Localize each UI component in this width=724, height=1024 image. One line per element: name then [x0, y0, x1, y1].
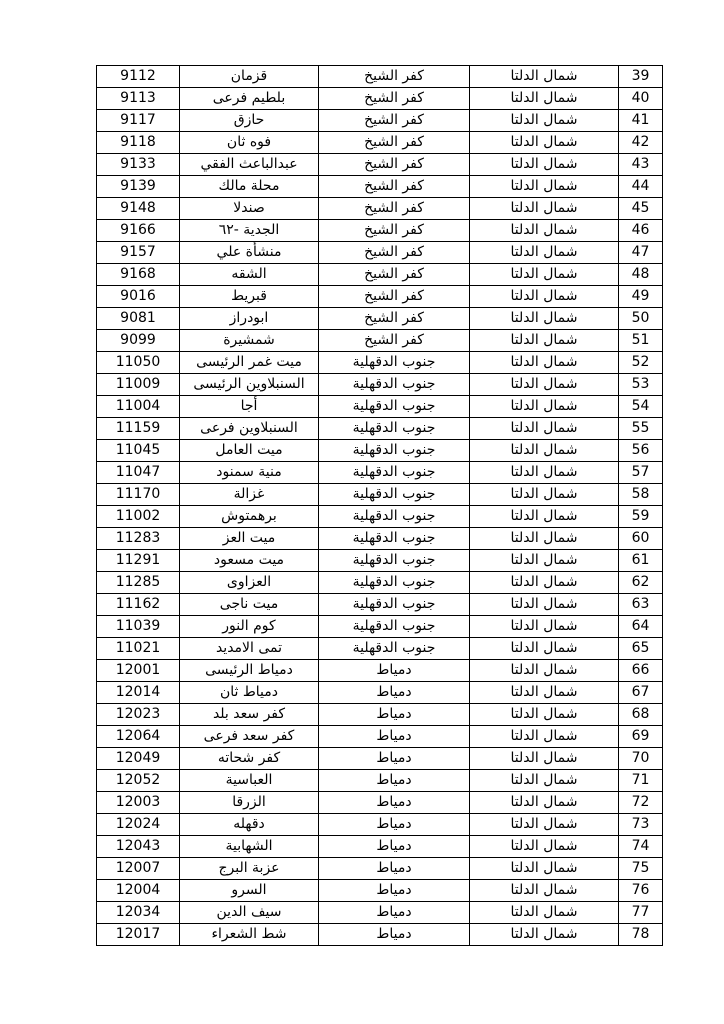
region-cell: شمال الدلتا — [470, 814, 619, 836]
governorate-cell: جنوب الدقهلية — [319, 462, 470, 484]
row-number-cell: 63 — [619, 594, 663, 616]
office-name-cell: كوم النور — [180, 616, 319, 638]
table-row — [97, 814, 663, 836]
code-cell: 9148 — [97, 198, 180, 220]
row-number-cell: 51 — [619, 330, 663, 352]
code-cell: 11002 — [97, 506, 180, 528]
row-number-cell: 57 — [619, 462, 663, 484]
table-row — [97, 198, 663, 220]
governorate-cell: جنوب الدقهلية — [319, 418, 470, 440]
region-cell: شمال الدلتا — [470, 770, 619, 792]
row-number-cell: 69 — [619, 726, 663, 748]
row-number-cell: 68 — [619, 704, 663, 726]
office-name-cell: تمى الامديد — [180, 638, 319, 660]
region-cell: شمال الدلتا — [470, 682, 619, 704]
table-row — [97, 330, 663, 352]
governorate-cell: دمياط — [319, 792, 470, 814]
code-cell: 9166 — [97, 220, 180, 242]
region-cell: شمال الدلتا — [470, 748, 619, 770]
region-cell: شمال الدلتا — [470, 198, 619, 220]
governorate-cell: دمياط — [319, 704, 470, 726]
row-number-cell: 67 — [619, 682, 663, 704]
table-row — [97, 110, 663, 132]
row-number-cell: 55 — [619, 418, 663, 440]
governorate-cell: دمياط — [319, 682, 470, 704]
governorate-cell: كفر الشيخ — [319, 242, 470, 264]
table-row — [97, 462, 663, 484]
table-row — [97, 264, 663, 286]
office-name-cell: محلة مالك — [180, 176, 319, 198]
office-name-cell: كفر شحاته — [180, 748, 319, 770]
region-cell: شمال الدلتا — [470, 330, 619, 352]
office-name-cell: دقهله — [180, 814, 319, 836]
office-name-cell: السنبلاوين الرئيسى — [180, 374, 319, 396]
governorate-cell: كفر الشيخ — [319, 220, 470, 242]
governorate-cell: كفر الشيخ — [319, 198, 470, 220]
code-cell: 12001 — [97, 660, 180, 682]
governorate-cell: دمياط — [319, 726, 470, 748]
table-row — [97, 660, 663, 682]
code-cell: 11039 — [97, 616, 180, 638]
table-row — [97, 418, 663, 440]
office-name-cell: شمشيرة — [180, 330, 319, 352]
row-number-cell: 56 — [619, 440, 663, 462]
table-row — [97, 726, 663, 748]
table-row — [97, 572, 663, 594]
code-cell: 12049 — [97, 748, 180, 770]
table-row — [97, 638, 663, 660]
office-name-cell: عبدالباعث الفقي — [180, 154, 319, 176]
table-row — [97, 352, 663, 374]
region-cell: شمال الدلتا — [470, 726, 619, 748]
code-cell: 11047 — [97, 462, 180, 484]
region-cell: شمال الدلتا — [470, 528, 619, 550]
table-row — [97, 616, 663, 638]
row-number-cell: 77 — [619, 902, 663, 924]
code-cell: 12023 — [97, 704, 180, 726]
table-row — [97, 506, 663, 528]
table-row — [97, 88, 663, 110]
governorate-cell: كفر الشيخ — [319, 132, 470, 154]
row-number-cell: 53 — [619, 374, 663, 396]
region-cell: شمال الدلتا — [470, 550, 619, 572]
code-cell: 11009 — [97, 374, 180, 396]
governorate-cell: كفر الشيخ — [319, 110, 470, 132]
row-number-cell: 64 — [619, 616, 663, 638]
code-cell: 12007 — [97, 858, 180, 880]
row-number-cell: 43 — [619, 154, 663, 176]
office-name-cell: أجا — [180, 396, 319, 418]
code-cell: 11045 — [97, 440, 180, 462]
office-name-cell: منشأة علي — [180, 242, 319, 264]
office-name-cell: الزرقا — [180, 792, 319, 814]
table-row — [97, 484, 663, 506]
region-cell: شمال الدلتا — [470, 220, 619, 242]
office-name-cell: صندلا — [180, 198, 319, 220]
region-cell: شمال الدلتا — [470, 396, 619, 418]
office-name-cell: ميت العامل — [180, 440, 319, 462]
table-row — [97, 396, 663, 418]
region-cell: شمال الدلتا — [470, 484, 619, 506]
office-name-cell: العباسية — [180, 770, 319, 792]
row-number-cell: 54 — [619, 396, 663, 418]
region-cell: شمال الدلتا — [470, 462, 619, 484]
table-row — [97, 792, 663, 814]
office-name-cell: الجدية -٦٢ — [180, 220, 319, 242]
office-name-cell: فوه ثان — [180, 132, 319, 154]
row-number-cell: 45 — [619, 198, 663, 220]
code-cell: 11004 — [97, 396, 180, 418]
region-cell: شمال الدلتا — [470, 572, 619, 594]
governorate-cell: دمياط — [319, 770, 470, 792]
row-number-cell: 50 — [619, 308, 663, 330]
office-name-cell: عزبة البرج — [180, 858, 319, 880]
table-row — [97, 242, 663, 264]
table-row — [97, 770, 663, 792]
code-cell: 11283 — [97, 528, 180, 550]
office-name-cell: دمياط الرئيسى — [180, 660, 319, 682]
row-number-cell: 46 — [619, 220, 663, 242]
table-row — [97, 704, 663, 726]
region-cell: شمال الدلتا — [470, 176, 619, 198]
table-row — [97, 682, 663, 704]
code-cell: 9117 — [97, 110, 180, 132]
code-cell: 12043 — [97, 836, 180, 858]
table-row — [97, 880, 663, 902]
governorate-cell: دمياط — [319, 836, 470, 858]
table-row — [97, 374, 663, 396]
code-cell: 9118 — [97, 132, 180, 154]
governorate-cell: دمياط — [319, 880, 470, 902]
table-row — [97, 594, 663, 616]
office-name-cell: كفر سعد فرعى — [180, 726, 319, 748]
governorate-cell: دمياط — [319, 748, 470, 770]
row-number-cell: 61 — [619, 550, 663, 572]
governorate-cell: كفر الشيخ — [319, 66, 470, 88]
code-cell: 9168 — [97, 264, 180, 286]
code-cell: 12017 — [97, 924, 180, 946]
governorate-cell: كفر الشيخ — [319, 264, 470, 286]
row-number-cell: 40 — [619, 88, 663, 110]
table-row — [97, 836, 663, 858]
code-cell: 9139 — [97, 176, 180, 198]
code-cell: 9157 — [97, 242, 180, 264]
governorate-cell: جنوب الدقهلية — [319, 528, 470, 550]
table-row — [97, 902, 663, 924]
governorate-cell: دمياط — [319, 858, 470, 880]
code-cell: 11170 — [97, 484, 180, 506]
table-row — [97, 858, 663, 880]
row-number-cell: 65 — [619, 638, 663, 660]
code-cell: 9133 — [97, 154, 180, 176]
offices-table — [96, 65, 663, 946]
table-row — [97, 440, 663, 462]
row-number-cell: 44 — [619, 176, 663, 198]
row-number-cell: 72 — [619, 792, 663, 814]
governorate-cell: كفر الشيخ — [319, 330, 470, 352]
governorate-cell: دمياط — [319, 660, 470, 682]
governorate-cell: دمياط — [319, 814, 470, 836]
region-cell: شمال الدلتا — [470, 880, 619, 902]
row-number-cell: 70 — [619, 748, 663, 770]
row-number-cell: 39 — [619, 66, 663, 88]
region-cell: شمال الدلتا — [470, 374, 619, 396]
table-row — [97, 286, 663, 308]
office-name-cell: ابودراز — [180, 308, 319, 330]
office-name-cell: شط الشعراء — [180, 924, 319, 946]
code-cell: 9016 — [97, 286, 180, 308]
row-number-cell: 78 — [619, 924, 663, 946]
row-number-cell: 62 — [619, 572, 663, 594]
governorate-cell: كفر الشيخ — [319, 176, 470, 198]
office-name-cell: غزالة — [180, 484, 319, 506]
code-cell: 9099 — [97, 330, 180, 352]
region-cell: شمال الدلتا — [470, 308, 619, 330]
governorate-cell: جنوب الدقهلية — [319, 396, 470, 418]
region-cell: شمال الدلتا — [470, 792, 619, 814]
region-cell: شمال الدلتا — [470, 924, 619, 946]
region-cell: شمال الدلتا — [470, 836, 619, 858]
code-cell: 12024 — [97, 814, 180, 836]
row-number-cell: 49 — [619, 286, 663, 308]
governorate-cell: جنوب الدقهلية — [319, 616, 470, 638]
table-row — [97, 66, 663, 88]
region-cell: شمال الدلتا — [470, 660, 619, 682]
code-cell: 11285 — [97, 572, 180, 594]
office-name-cell: ميت مسعود — [180, 550, 319, 572]
region-cell: شمال الدلتا — [470, 902, 619, 924]
code-cell: 12004 — [97, 880, 180, 902]
region-cell: شمال الدلتا — [470, 440, 619, 462]
row-number-cell: 73 — [619, 814, 663, 836]
table-row — [97, 132, 663, 154]
governorate-cell: جنوب الدقهلية — [319, 572, 470, 594]
code-cell: 12064 — [97, 726, 180, 748]
region-cell: شمال الدلتا — [470, 110, 619, 132]
region-cell: شمال الدلتا — [470, 616, 619, 638]
row-number-cell: 47 — [619, 242, 663, 264]
office-name-cell: سيف الدين — [180, 902, 319, 924]
region-cell: شمال الدلتا — [470, 858, 619, 880]
region-cell: شمال الدلتا — [470, 154, 619, 176]
office-name-cell: منية سمنود — [180, 462, 319, 484]
governorate-cell: دمياط — [319, 924, 470, 946]
governorate-cell: جنوب الدقهلية — [319, 594, 470, 616]
office-name-cell: السنبلاوين فرعى — [180, 418, 319, 440]
code-cell: 11162 — [97, 594, 180, 616]
code-cell: 11050 — [97, 352, 180, 374]
row-number-cell: 74 — [619, 836, 663, 858]
region-cell: شمال الدلتا — [470, 704, 619, 726]
office-name-cell: دمياط ثان — [180, 682, 319, 704]
row-number-cell: 42 — [619, 132, 663, 154]
table-row — [97, 308, 663, 330]
governorate-cell: كفر الشيخ — [319, 286, 470, 308]
region-cell: شمال الدلتا — [470, 594, 619, 616]
row-number-cell: 60 — [619, 528, 663, 550]
governorate-cell: جنوب الدقهلية — [319, 638, 470, 660]
table-row — [97, 550, 663, 572]
governorate-cell: جنوب الدقهلية — [319, 484, 470, 506]
office-name-cell: بلطيم فرعى — [180, 88, 319, 110]
code-cell: 12014 — [97, 682, 180, 704]
office-name-cell: ميت غمر الرئيسى — [180, 352, 319, 374]
table-row — [97, 220, 663, 242]
office-name-cell: ميت ناجى — [180, 594, 319, 616]
governorate-cell: جنوب الدقهلية — [319, 352, 470, 374]
row-number-cell: 66 — [619, 660, 663, 682]
code-cell: 12003 — [97, 792, 180, 814]
row-number-cell: 76 — [619, 880, 663, 902]
row-number-cell: 59 — [619, 506, 663, 528]
code-cell: 11291 — [97, 550, 180, 572]
region-cell: شمال الدلتا — [470, 242, 619, 264]
governorate-cell: جنوب الدقهلية — [319, 440, 470, 462]
table-row — [97, 748, 663, 770]
governorate-cell: كفر الشيخ — [319, 154, 470, 176]
table-row — [97, 154, 663, 176]
governorate-cell: كفر الشيخ — [319, 88, 470, 110]
offices-table-body — [97, 66, 663, 946]
table-row — [97, 924, 663, 946]
governorate-cell: دمياط — [319, 902, 470, 924]
office-name-cell: العزاوى — [180, 572, 319, 594]
office-name-cell: برهمتوش — [180, 506, 319, 528]
row-number-cell: 71 — [619, 770, 663, 792]
office-name-cell: قزمان — [180, 66, 319, 88]
region-cell: شمال الدلتا — [470, 638, 619, 660]
region-cell: شمال الدلتا — [470, 264, 619, 286]
code-cell: 12052 — [97, 770, 180, 792]
office-name-cell: الشهابية — [180, 836, 319, 858]
office-name-cell: السرو — [180, 880, 319, 902]
row-number-cell: 52 — [619, 352, 663, 374]
table-row — [97, 528, 663, 550]
office-name-cell: ميت العز — [180, 528, 319, 550]
region-cell: شمال الدلتا — [470, 352, 619, 374]
code-cell: 9112 — [97, 66, 180, 88]
governorate-cell: جنوب الدقهلية — [319, 374, 470, 396]
governorate-cell: كفر الشيخ — [319, 308, 470, 330]
row-number-cell: 48 — [619, 264, 663, 286]
region-cell: شمال الدلتا — [470, 506, 619, 528]
governorate-cell: جنوب الدقهلية — [319, 550, 470, 572]
row-number-cell: 75 — [619, 858, 663, 880]
region-cell: شمال الدلتا — [470, 418, 619, 440]
region-cell: شمال الدلتا — [470, 286, 619, 308]
code-cell: 11021 — [97, 638, 180, 660]
governorate-cell: جنوب الدقهلية — [319, 506, 470, 528]
table-row — [97, 176, 663, 198]
code-cell: 11159 — [97, 418, 180, 440]
row-number-cell: 58 — [619, 484, 663, 506]
code-cell: 9113 — [97, 88, 180, 110]
region-cell: شمال الدلتا — [470, 66, 619, 88]
region-cell: شمال الدلتا — [470, 88, 619, 110]
office-name-cell: قبريط — [180, 286, 319, 308]
office-name-cell: حازق — [180, 110, 319, 132]
office-name-cell: الشقه — [180, 264, 319, 286]
code-cell: 12034 — [97, 902, 180, 924]
code-cell: 9081 — [97, 308, 180, 330]
row-number-cell: 41 — [619, 110, 663, 132]
office-name-cell: كفر سعد بلد — [180, 704, 319, 726]
region-cell: شمال الدلتا — [470, 132, 619, 154]
